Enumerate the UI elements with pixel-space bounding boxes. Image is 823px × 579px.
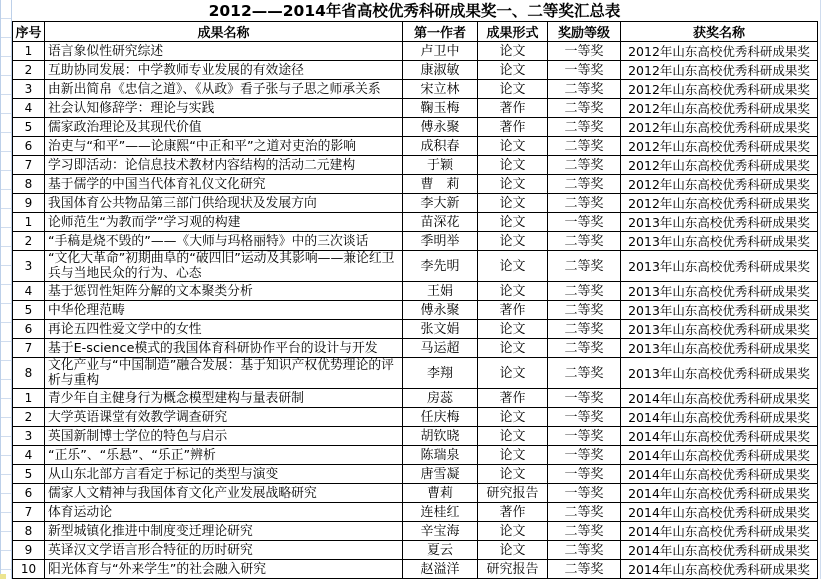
cell-author[interactable]: 傅永聚 (403, 118, 478, 137)
cell-form[interactable]: 论文 (478, 175, 548, 194)
cell-seq[interactable]: 4 (13, 282, 45, 301)
col-header-grade[interactable]: 奖励等级 (548, 22, 621, 42)
cell-award[interactable]: 2014年山东高校优秀科研成果奖 (621, 522, 818, 541)
header-row (13, 22, 818, 42)
cell-seq[interactable]: 6 (13, 484, 45, 503)
cell-author[interactable]: 张文娟 (403, 320, 478, 339)
cell-grade[interactable]: 一等奖 (548, 484, 621, 503)
cell-seq[interactable]: 2 (13, 232, 45, 251)
cell-title[interactable]: 儒家人文精神与我国体育文化产业发展战略研究 (45, 484, 403, 503)
col-header-form[interactable]: 成果形式 (478, 22, 548, 42)
table-row (13, 320, 818, 339)
cell-award[interactable]: 2014年山东高校优秀科研成果奖 (621, 484, 818, 503)
cell-form[interactable]: 论文 (478, 42, 548, 61)
cell-award[interactable]: 2014年山东高校优秀科研成果奖 (621, 503, 818, 522)
cell-form[interactable]: 论文 (478, 522, 548, 541)
cell-grade[interactable]: 二等奖 (548, 175, 621, 194)
cell-author[interactable]: 胡钦晓 (403, 427, 478, 446)
cell-form[interactable]: 论文 (478, 408, 548, 427)
table-row (13, 560, 818, 579)
cell-title[interactable]: 阳光体育与“外来学生”的社会融入研究 (45, 560, 403, 579)
awards-table (12, 21, 818, 579)
cell-author[interactable]: 苗深花 (403, 213, 478, 232)
cell-seq[interactable]: 1 (13, 42, 45, 61)
table-row (13, 156, 818, 175)
table-row (13, 61, 818, 80)
cell-grade[interactable]: 二等奖 (548, 194, 621, 213)
cell-form[interactable]: 著作 (478, 503, 548, 522)
cell-seq[interactable]: 8 (13, 522, 45, 541)
cell-title[interactable]: “手稿是烧不毁的”——《大师与玛格丽特》中的三次谈话 (45, 232, 403, 251)
cell-award[interactable]: 2013年山东高校优秀科研成果奖 (621, 282, 818, 301)
cell-author[interactable]: 李翔 (403, 358, 478, 389)
cell-title[interactable]: 我国体育公共物品第三部门供给现状及发展方向 (45, 194, 403, 213)
cell-seq[interactable]: 5 (13, 301, 45, 320)
table-row (13, 42, 818, 61)
cell-title[interactable]: 再论五四性爱文学中的女性 (45, 320, 403, 339)
cell-title[interactable]: 新型城镇化推进中制度变迁理论研究 (45, 522, 403, 541)
table-row (13, 339, 818, 358)
cell-title[interactable]: 体育运动论 (45, 503, 403, 522)
cell-author[interactable]: 傅永聚 (403, 301, 478, 320)
cell-form[interactable]: 著作 (478, 99, 548, 118)
cell-author[interactable]: 唐雪凝 (403, 465, 478, 484)
cell-grade[interactable]: 一等奖 (548, 389, 621, 408)
cell-title[interactable]: 青少年自主健身行为概念模型建构与量表研制 (45, 389, 403, 408)
cell-title[interactable]: 基于惩罚性矩阵分解的文本聚类分析 (45, 282, 403, 301)
cell-author[interactable]: 成积春 (403, 137, 478, 156)
sheet-grid-line (820, 0, 821, 579)
cell-author[interactable]: 曹莉 (403, 484, 478, 503)
cell-seq[interactable]: 2 (13, 61, 45, 80)
table-row (13, 282, 818, 301)
table-row (13, 137, 818, 156)
cell-author[interactable]: 任庆梅 (403, 408, 478, 427)
cell-award[interactable]: 2014年山东高校优秀科研成果奖 (621, 389, 818, 408)
cell-grade[interactable]: 一等奖 (548, 427, 621, 446)
table-row (13, 118, 818, 137)
cell-title[interactable]: 文化产业与“中国制造”融合发展：基于知识产权优势理论的评析与重构 (45, 358, 403, 389)
cell-grade[interactable]: 二等奖 (548, 156, 621, 175)
cell-seq[interactable]: 4 (13, 446, 45, 465)
cell-author[interactable]: 季明举 (403, 232, 478, 251)
cell-title[interactable]: 由新出简帛《忠信之道》、《从政》看子张与子思之师承关系 (45, 80, 403, 99)
cell-title[interactable]: 中华伦理范畴 (45, 301, 403, 320)
table-row (13, 465, 818, 484)
table-row (13, 389, 818, 408)
cell-seq[interactable]: 3 (13, 427, 45, 446)
cell-award[interactable]: 2012年山东高校优秀科研成果奖 (621, 99, 818, 118)
col-header-author[interactable]: 第一作者 (403, 22, 478, 42)
cell-award[interactable]: 2014年山东高校优秀科研成果奖 (621, 465, 818, 484)
cell-form[interactable]: 研究报告 (478, 484, 548, 503)
cell-seq[interactable]: 7 (13, 503, 45, 522)
cell-grade[interactable]: 二等奖 (548, 320, 621, 339)
cell-award[interactable]: 2013年山东高校优秀科研成果奖 (621, 320, 818, 339)
cell-award[interactable]: 2012年山东高校优秀科研成果奖 (621, 175, 818, 194)
cell-seq[interactable]: 5 (13, 118, 45, 137)
cell-author[interactable]: 卢卫中 (403, 42, 478, 61)
cell-form[interactable]: 论文 (478, 446, 548, 465)
cell-title[interactable]: 基于E-science模式的我国体育科研协作平台的设计与开发 (45, 339, 403, 358)
cell-form[interactable]: 论文 (478, 541, 548, 560)
cell-author[interactable]: 李先明 (403, 251, 478, 282)
col-header-award[interactable]: 获奖名称 (621, 22, 818, 42)
cell-form[interactable]: 论文 (478, 282, 548, 301)
cell-award[interactable]: 2014年山东高校优秀科研成果奖 (621, 427, 818, 446)
cell-seq[interactable]: 7 (13, 339, 45, 358)
cell-grade[interactable]: 二等奖 (548, 560, 621, 579)
cell-author[interactable]: 赵溢洋 (403, 560, 478, 579)
table-row (13, 194, 818, 213)
cell-author[interactable]: 曹 莉 (403, 175, 478, 194)
cell-seq[interactable]: 9 (13, 194, 45, 213)
cell-author[interactable]: 宋立林 (403, 80, 478, 99)
cell-form[interactable]: 论文 (478, 61, 548, 80)
table-row (13, 301, 818, 320)
cell-author[interactable]: 辛宝海 (403, 522, 478, 541)
col-header-seq[interactable]: 序号 (13, 22, 45, 42)
cell-seq[interactable]: 6 (13, 320, 45, 339)
cell-form[interactable]: 论文 (478, 194, 548, 213)
cell-title[interactable]: “正乐”、“乐悬”、“乐正”辨析 (45, 446, 403, 465)
cell-author[interactable]: 于颖 (403, 156, 478, 175)
table-row (13, 503, 818, 522)
cell-form[interactable]: 著作 (478, 301, 548, 320)
cell-form[interactable]: 论文 (478, 213, 548, 232)
table-row (13, 175, 818, 194)
cell-seq[interactable]: 4 (13, 99, 45, 118)
cell-title[interactable]: 大学英语课堂有效教学调查研究 (45, 408, 403, 427)
cell-form[interactable]: 论文 (478, 156, 548, 175)
cell-title[interactable]: “文化大革命”初期曲阜的“破四旧”运动及其影响——兼论红卫兵与当地民众的行为、心态 (45, 251, 403, 282)
cell-seq[interactable]: 2 (13, 408, 45, 427)
cell-title[interactable]: 学习即活动：论信息技术教材内容结构的活动二元建构 (45, 156, 403, 175)
cell-title[interactable]: 英国新制博士学位的特色与启示 (45, 427, 403, 446)
cell-author[interactable]: 陈瑞泉 (403, 446, 478, 465)
table-row (13, 541, 818, 560)
sheet-gutter (0, 0, 12, 579)
cell-author[interactable]: 夏云 (403, 541, 478, 560)
cell-author[interactable]: 王娟 (403, 282, 478, 301)
cell-author[interactable]: 李大新 (403, 194, 478, 213)
cell-award[interactable]: 2014年山东高校优秀科研成果奖 (621, 446, 818, 465)
cell-award[interactable]: 2012年山东高校优秀科研成果奖 (621, 194, 818, 213)
cell-grade[interactable]: 一等奖 (548, 446, 621, 465)
cell-grade[interactable]: 一等奖 (548, 61, 621, 80)
cell-author[interactable]: 连桂红 (403, 503, 478, 522)
table-row (13, 99, 818, 118)
cell-grade[interactable]: 二等奖 (548, 251, 621, 282)
cell-award[interactable]: 2013年山东高校优秀科研成果奖 (621, 232, 818, 251)
cell-form[interactable]: 论文 (478, 232, 548, 251)
cell-title[interactable]: 基于儒学的中国当代体育礼仪文化研究 (45, 175, 403, 194)
cell-form[interactable]: 论文 (478, 339, 548, 358)
table-row (13, 251, 818, 282)
table-row (13, 522, 818, 541)
cell-seq[interactable]: 6 (13, 137, 45, 156)
cell-grade[interactable]: 二等奖 (548, 99, 621, 118)
cell-form[interactable]: 论文 (478, 80, 548, 99)
cell-title[interactable]: 治吏与“和平”——论康熙“中正和平”之道对吏治的影响 (45, 137, 403, 156)
cell-form[interactable]: 论文 (478, 251, 548, 282)
cell-seq[interactable]: 5 (13, 465, 45, 484)
cell-title[interactable]: 英译汉文学语言形合特征的历时研究 (45, 541, 403, 560)
cell-award[interactable]: 2012年山东高校优秀科研成果奖 (621, 61, 818, 80)
cell-grade[interactable]: 二等奖 (548, 503, 621, 522)
cell-award[interactable]: 2012年山东高校优秀科研成果奖 (621, 156, 818, 175)
cell-grade[interactable]: 二等奖 (548, 232, 621, 251)
cell-grade[interactable]: 二等奖 (548, 522, 621, 541)
cell-seq[interactable]: 9 (13, 541, 45, 560)
cell-seq[interactable]: 10 (13, 560, 45, 579)
cell-award[interactable]: 2012年山东高校优秀科研成果奖 (621, 137, 818, 156)
table-row (13, 484, 818, 503)
cell-grade[interactable]: 一等奖 (548, 213, 621, 232)
cell-award[interactable]: 2013年山东高校优秀科研成果奖 (621, 358, 818, 389)
cell-grade[interactable]: 二等奖 (548, 137, 621, 156)
cell-form[interactable]: 论文 (478, 320, 548, 339)
cell-author[interactable]: 康淑敏 (403, 61, 478, 80)
cell-seq[interactable]: 8 (13, 358, 45, 389)
table-body (13, 42, 818, 579)
cell-seq[interactable]: 8 (13, 175, 45, 194)
cell-award[interactable]: 2014年山东高校优秀科研成果奖 (621, 408, 818, 427)
cell-grade[interactable]: 二等奖 (548, 541, 621, 560)
cell-seq[interactable]: 7 (13, 156, 45, 175)
cell-award[interactable]: 2012年山东高校优秀科研成果奖 (621, 42, 818, 61)
cell-seq[interactable]: 3 (13, 251, 45, 282)
sheet-corner-mark (0, 574, 6, 579)
cell-grade[interactable]: 二等奖 (548, 80, 621, 99)
cell-form[interactable]: 论文 (478, 137, 548, 156)
col-header-name[interactable]: 成果名称 (45, 22, 403, 42)
cell-form[interactable]: 著作 (478, 389, 548, 408)
table-row (13, 80, 818, 99)
cell-title[interactable]: 语言象似性研究综述 (45, 42, 403, 61)
cell-award[interactable]: 2014年山东高校优秀科研成果奖 (621, 560, 818, 579)
cell-grade[interactable]: 一等奖 (548, 465, 621, 484)
cell-award[interactable]: 2013年山东高校优秀科研成果奖 (621, 213, 818, 232)
cell-grade[interactable]: 二等奖 (548, 301, 621, 320)
table-row (13, 427, 818, 446)
cell-form[interactable]: 论文 (478, 427, 548, 446)
cell-title[interactable]: 社会认知修辞学：理论与实践 (45, 99, 403, 118)
cell-title[interactable]: 从山东北部方言看定于标记的类型与演变 (45, 465, 403, 484)
cell-award[interactable]: 2013年山东高校优秀科研成果奖 (621, 301, 818, 320)
page-title[interactable]: 2012——2014年省高校优秀科研成果奖一、二等奖汇总表 (208, 2, 621, 20)
table-row (13, 213, 818, 232)
cell-seq[interactable]: 1 (13, 213, 45, 232)
cell-author[interactable]: 马运超 (403, 339, 478, 358)
cell-seq[interactable]: 3 (13, 80, 45, 99)
table-row (13, 446, 818, 465)
summary-sheet (12, 0, 817, 579)
cell-grade[interactable]: 一等奖 (548, 42, 621, 61)
cell-award[interactable]: 2013年山东高校优秀科研成果奖 (621, 251, 818, 282)
cell-seq[interactable]: 1 (13, 389, 45, 408)
cell-title[interactable]: 论师范生“为教而学”学习观的构建 (45, 213, 403, 232)
table-row (13, 408, 818, 427)
cell-grade[interactable]: 二等奖 (548, 358, 621, 389)
cell-grade[interactable]: 二等奖 (548, 282, 621, 301)
cell-author[interactable]: 鞠玉梅 (403, 99, 478, 118)
cell-award[interactable]: 2013年山东高校优秀科研成果奖 (621, 339, 818, 358)
cell-grade[interactable]: 二等奖 (548, 339, 621, 358)
cell-title[interactable]: 儒家政治理论及其现代价值 (45, 118, 403, 137)
cell-form[interactable]: 著作 (478, 118, 548, 137)
cell-form[interactable]: 研究报告 (478, 560, 548, 579)
table-row (13, 232, 818, 251)
cell-award[interactable]: 2014年山东高校优秀科研成果奖 (621, 541, 818, 560)
cell-title[interactable]: 互助协同发展：中学教师专业发展的有效途径 (45, 61, 403, 80)
cell-award[interactable]: 2012年山东高校优秀科研成果奖 (621, 80, 818, 99)
cell-grade[interactable]: 二等奖 (548, 118, 621, 137)
cell-award[interactable]: 2012年山东高校优秀科研成果奖 (621, 118, 818, 137)
cell-grade[interactable]: 一等奖 (548, 408, 621, 427)
cell-author[interactable]: 房蕊 (403, 389, 478, 408)
cell-form[interactable]: 论文 (478, 465, 548, 484)
cell-form[interactable]: 论文 (478, 358, 548, 389)
table-row (13, 358, 818, 389)
